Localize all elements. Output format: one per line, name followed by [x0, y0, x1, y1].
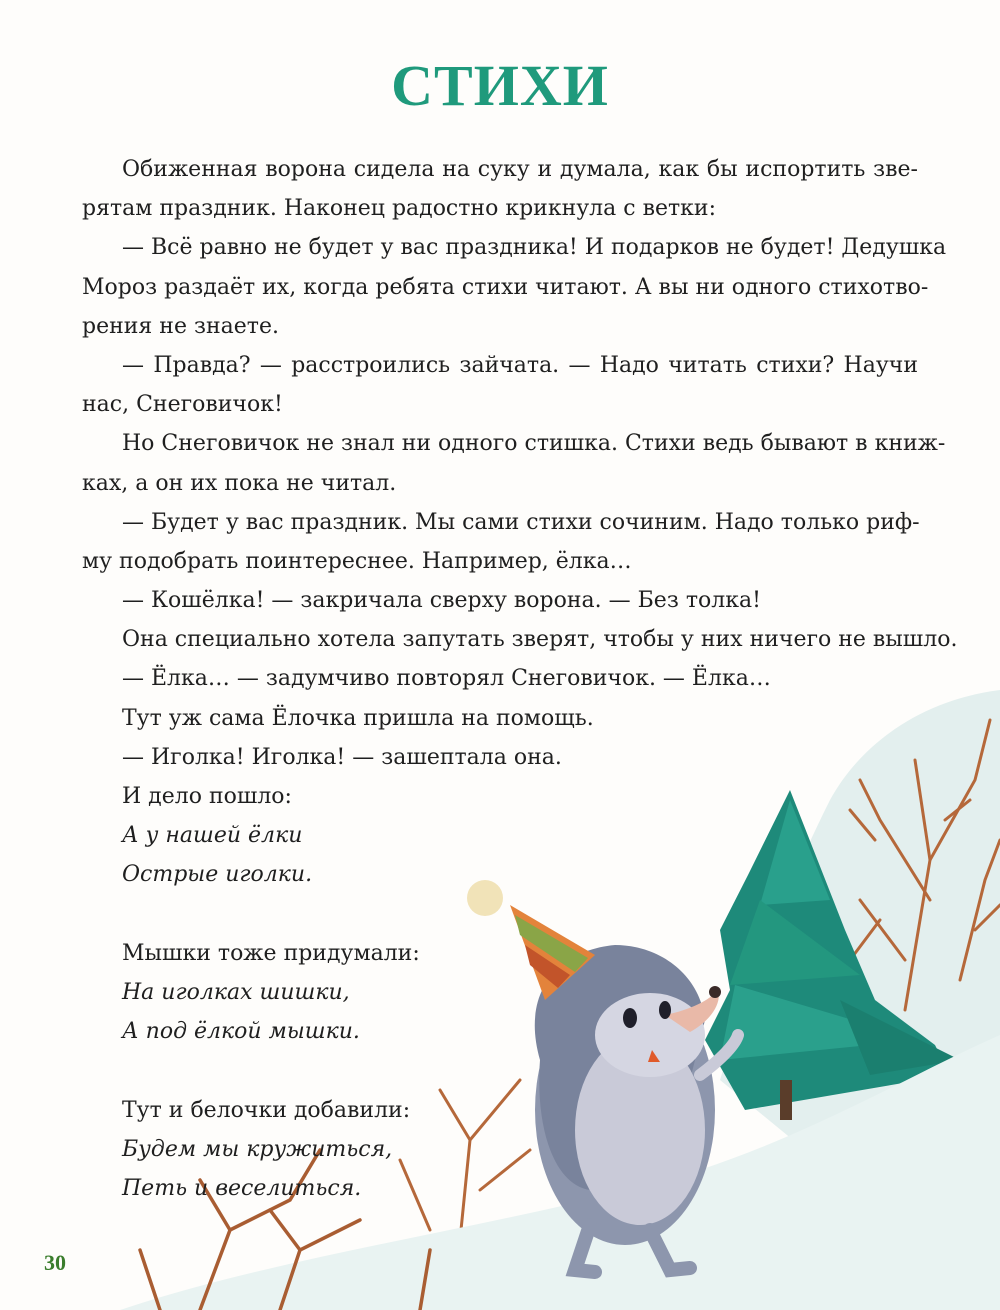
stanza-gap [82, 895, 918, 934]
text-line: Но Снеговичок не знал ни одного стишка. Стихи ведь бывают в книж- [122, 431, 946, 457]
stanza-gap [82, 1051, 918, 1090]
text-line: нас, Снеговичок! [82, 392, 283, 418]
poem-line: А под ёлкой мышки. [122, 1019, 360, 1045]
text-line: рятам праздник. Наконец радостно крикнула с ветки: [82, 196, 716, 222]
text-line: — Ёлка… — задумчиво повторял Снеговичок. — Ёлка… [122, 666, 771, 692]
text-line: — Всё равно не будет у вас праздника! И подарков не будет! Дедушка [122, 235, 947, 261]
poem-line: На иголках шишки, [122, 979, 350, 1005]
text-line: Тут и белочки добавили: [122, 1097, 411, 1123]
page-title: СТИХИ [391, 53, 609, 118]
text-line: — Кошёлка! — закричала сверху ворона. — Без толка! [122, 588, 761, 614]
text-line: Обиженная ворона сидела на суку и думала, как бы испортить зве- [122, 157, 918, 182]
poem-line: Будем мы кружиться, [122, 1136, 393, 1162]
page-number: 30 [44, 1250, 66, 1275]
text-line: Мороз раздаёт их, когда ребята стихи читают. А вы ни одного стихотво- [82, 274, 929, 300]
text-line: му подобрать поинтереснее. Например, ёлка… [82, 548, 632, 574]
text-line: Тут уж сама Ёлочка пришла на помощь. [122, 705, 594, 731]
text-line: — Правда? — расстроились зайчата. — Надо читать стихи? Научи [122, 352, 918, 378]
text-line: И дело пошло: [122, 784, 292, 809]
text-line: рения не знаете. [82, 313, 279, 339]
poem-line: Острые иголки. [122, 862, 313, 888]
story-text [82, 150, 958, 1208]
poem-line: Петь и веселиться. [122, 1175, 362, 1201]
text-line: ках, а он их пока не читал. [82, 470, 397, 496]
text-line: — Будет у вас праздник. Мы сами стихи сочиним. Надо только риф- [122, 509, 920, 535]
poem-line: А у нашей ёлки [122, 823, 303, 849]
text-line: — Иголка! Иголка! — зашептала она. [122, 744, 562, 770]
text-line: Мышки тоже придумали: [122, 940, 420, 966]
text-line: Она специально хотела запутать зверят, чтобы у них ничего не вышло. [122, 627, 958, 653]
